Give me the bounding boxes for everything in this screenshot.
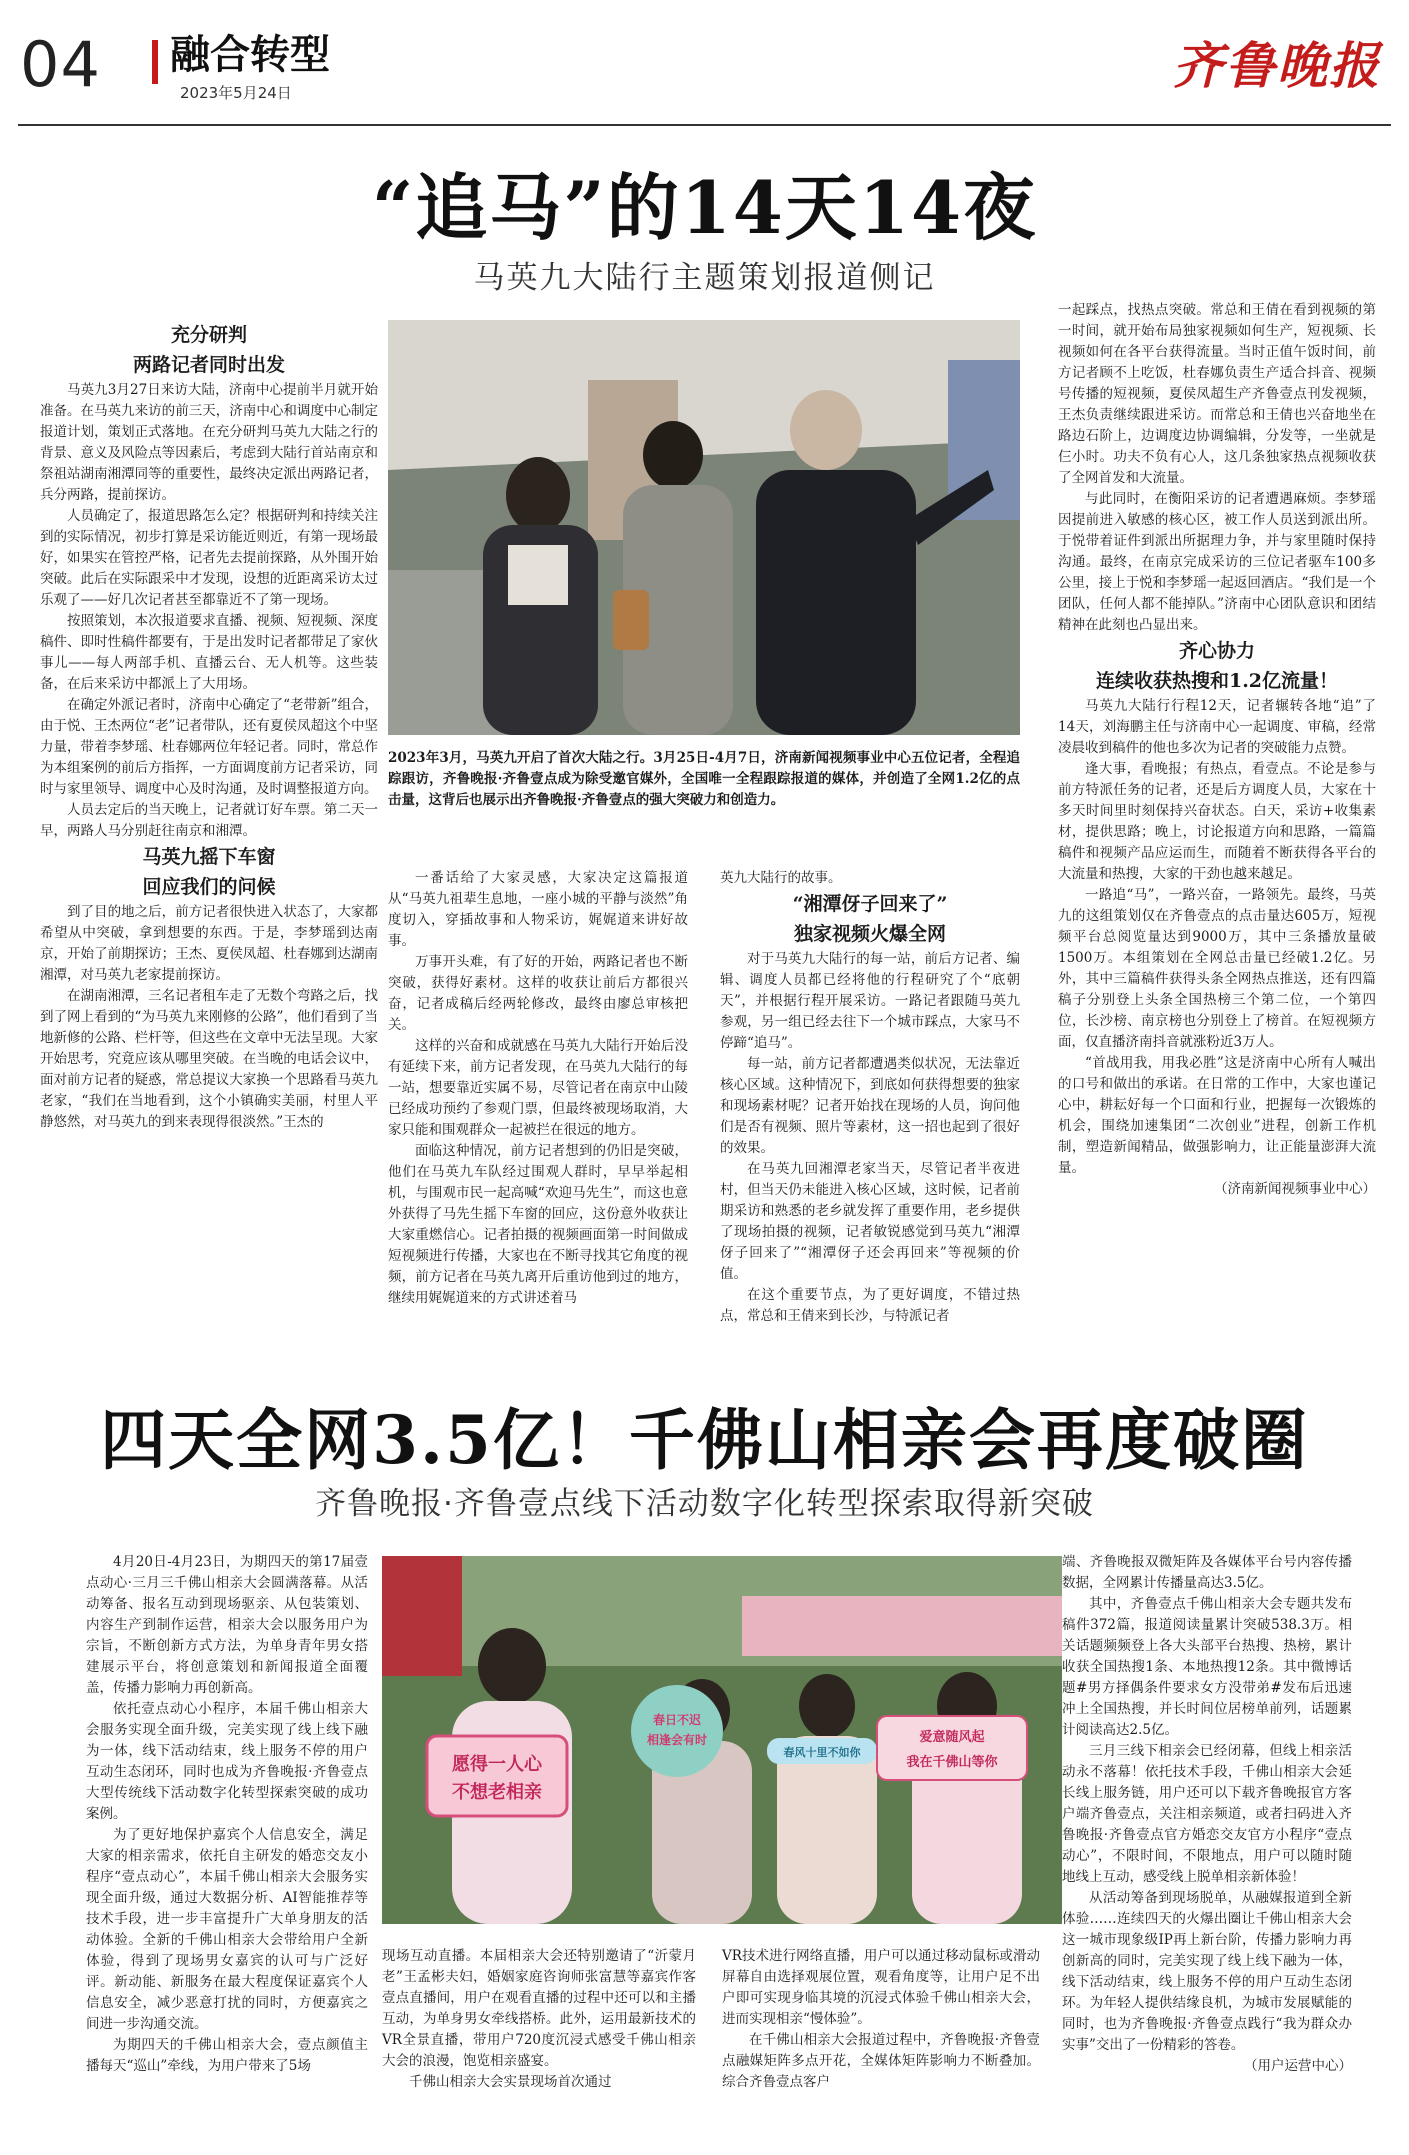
section-marker	[152, 40, 158, 84]
section-heading: 充分研判	[170, 324, 247, 346]
paragraph: 这样的兴奋和成就感在马英九大陆行开始后没有延续下来，前方记者发现，在马英九大陆行的每一站，想要靠近实属不易，尽管记者在南京中山陵已经成功预约了参观门票，但最终被现场取消，大家只能和围观群众一起被拦在很远的地方。	[388, 1038, 688, 1138]
section-heading: 连续收获热搜和1.2亿流量！	[1095, 670, 1339, 692]
paragraph: 4月20日-4月23日，为期四天的第17届壹点动心·三月三千佛山相亲大会圆满落幕。从活动筹备、报名互动到现场驱亲、从包装策划、内容生产到制作运营，相亲大会以服务用户为宗旨，不断创新方式方法，为单身青年男女搭建展示平台，将创意策划和新闻报道全面覆盖，传播力影响力再创新高。	[86, 1554, 368, 1696]
photo-sign: 愿得一人心	[452, 1754, 542, 1775]
section-heading: 齐心协力	[1178, 640, 1255, 662]
article2-column-3	[722, 1946, 1040, 2093]
paragraph: 万事开头难，有了好的开始，两路记者也不断突破，获得好素材。这样的收获让前后方都很兴奋，记者成稿后经两轮修改，最终由廖总审核把关。	[388, 954, 688, 1033]
article1-subtitle: 马英九大陆行主题策划报道侧记	[473, 260, 936, 296]
photo-sign: 我在千佛山等你	[906, 1755, 998, 1770]
paragraph: 对于马英九大陆行的每一站，前后方记者、编辑、调度人员都已经将他的行程研究了个“底朝天”，并根据行程开展采访。一路记者跟随马英九参观，另一组已经去往下一个城市踩点，大家马不停蹄“追马”。	[720, 951, 1020, 1051]
article1-column-1	[40, 320, 378, 1133]
paragraph: 端、齐鲁晚报双微矩阵及各媒体平台号内容传播数据，全网累计传播量高达3.5亿。	[1062, 1554, 1352, 1591]
paragraph: 按照策划，本次报道要求直播、视频、短视频、深度稿件、即时性稿件都要有，于是出发时记者都带足了家伙事儿——每人两部手机、直播云台、无人机等。这些装备，在后来采访中都派上了大用场。	[40, 613, 378, 692]
header-rule	[18, 124, 1391, 126]
byline: （济南新闻视频事业中心）	[1214, 1181, 1376, 1197]
paragraph: 千佛山相亲大会实景现场首次通过	[409, 2074, 612, 2090]
article1-photo	[388, 320, 1020, 735]
byline: （用户运营中心）	[1244, 2058, 1352, 2074]
paragraph: 为了更好地保护嘉宾个人信息安全，满足大家的相亲需求，依托自主研发的婚恋交友小程序“壹点动心”，本届千佛山相亲大会服务实现全面升级，通过大数据分析、AI智能推荐等技术手段，进一步丰富提升广大单身朋友的活动体验。全新的千佛山相亲大会带给用户全新体验，得到了现场男女嘉宾的认可与广泛好评。新动能、新服务在最大程度保证嘉宾个人信息安全，减少恶意打扰的同时，方便嘉宾之间进一步沟通交流。	[86, 1827, 368, 2032]
paragraph: 一番话给了大家灵感，大家决定这篇报道从“马英九祖辈生息地，一座小城的平静与淡然”角度切入，穿插故事和人物采访，娓娓道来讲好故事。	[388, 870, 688, 949]
paragraph: 从活动筹备到现场脱单，从融媒报道到全新体验……连续四天的火爆出圈让千佛山相亲大会这一城市现象级IP再上新台阶，传播力影响力再创新高的同时，完美实现了线上线下融为一体，线下活动结束，线上服务不停的用户互动生态闭环。为年轻人提供结缘良机，为城市发展赋能的同时，也为齐鲁晚报·齐鲁壹点践行“我为群众办实事”交出了一份精彩的答卷。	[1062, 1890, 1352, 2053]
photo-sign: 爱意随风起	[919, 1730, 985, 1745]
photo-sign: 相逢会有时	[646, 1733, 708, 1747]
article1-column-2	[388, 868, 688, 1309]
paragraph: 与此同时，在衡阳采访的记者遭遇麻烦。李梦瑶因提前进入敏感的核心区，被工作人员送到派出所。于悦带着证件到派出所据理力争，并与家里随时保持沟通。最终，在南京完成采访的三位记者驱车100多公里，接上于悦和李梦瑶一起返回酒店。“我们是一个团队，任何人都不能掉队。”济南中心团队意识和团结精神在此刻也凸显出来。	[1058, 491, 1376, 633]
section-heading: “湘潭伢子回来了”	[792, 893, 948, 915]
paragraph: VR技术进行网络直播，用户可以通过移动鼠标或滑动屏幕自由选择观展位置，观看角度等，让用户足不出户即可实现身临其境的沉浸式体验千佛山相亲大会，进而实现相亲“慢体验”。	[722, 1948, 1040, 2027]
paragraph: 在湖南湘潭，三名记者租车走了无数个弯路之后，找到了网上看到的“为马英九来刚修的公路”，他们看到了当地新修的公路、栏杆等，但这些在文章中无法呈现。大家开始思考，究竟应该从哪里突破。在当晚的电话会议中，面对前方记者的疑惑，常总提议大家换一个思路看马英九老家，“我们在当地看到，这个小镇确实美丽，村里人平静悠然，对马英九的到来表现得很淡然。”王杰的	[40, 988, 378, 1130]
article2-column-2	[382, 1946, 696, 2093]
paragraph: 在确定外派记者时，济南中心确定了“老带新”组合，由于悦、王杰两位“老”记者带队，还有夏侯凤超这个中坚力量，带着李梦瑶、杜春娜两位年轻记者。同时，常总作为本组案例的前后方指挥，一方面调度前方记者采访，同时与家里领导、调度中心及时沟通，及时调整报道方向。	[40, 697, 378, 797]
section-heading: 独家视频火爆全网	[793, 923, 946, 945]
paragraph: 其中，齐鲁壹点千佛山相亲大会专题共发布稿件372篇，报道阅读量累计突破538.3万。相关话题频频登上各大头部平台热搜、热榜，累计收获全国热搜1条、本地热搜12条。其中微博话题#男方择偶条件要求女方没带弟#发布后迅速冲上全国热搜，并长时间位居榜单前列，话题累计阅读高达2.5亿。	[1062, 1596, 1352, 1738]
paragraph: 面临这种情况，前方记者想到的仍旧是突破，他们在马英九车队经过围观人群时，早早举起相机，与围观市民一起高喊“欢迎马先生”，而这也意外获得了马先生摇下车窗的回应，这份意外收获让大家重燃信心。记者拍摄的视频画面第一时间做成短视频进行传播，大家也在不断寻找其它角度的视频，前方记者在马英九离开后重访他到过的地方，继续用娓娓道来的方式讲述着马	[388, 1143, 688, 1306]
paragraph: 马英九大陆行行程12天，记者辗转各地“追”了14天，刘海鹏主任与济南中心一起调度、审稿，经常凌晨收到稿件的他也多次为记者的突破能力点赞。	[1058, 698, 1376, 756]
article1-column-4	[1058, 300, 1376, 1200]
article2-photo	[382, 1556, 1062, 1924]
article2-title: 四天全网3.5亿！千佛山相亲会再度破圈	[100, 1401, 1309, 1479]
newspaper-logo: 齐鲁晚报	[1173, 36, 1381, 95]
interview-photo-illustration	[388, 320, 1020, 735]
issue-date: 2023年5月24日	[180, 84, 292, 102]
section-title: 融合转型	[170, 32, 330, 78]
paragraph: 英九大陆行的故事。	[720, 870, 842, 886]
paragraph: 为期四天的千佛山相亲大会，壹点颜值主播每天“巡山”牵线，为用户带来了5场	[86, 2037, 368, 2074]
paragraph: 在千佛山相亲大会报道过程中，齐鲁晚报·齐鲁壹点融媒矩阵多点开花，全媒体矩阵影响力不断叠加。综合齐鲁壹点客户	[722, 2032, 1040, 2090]
photo-sign: 春日不迟	[652, 1713, 702, 1727]
section-heading: 两路记者同时出发	[132, 354, 285, 376]
section-heading: 马英九摇下车窗	[142, 846, 276, 868]
paragraph: 一起踩点，找热点突破。常总和王倩在看到视频的第一时间，就开始布局独家视频如何生产，短视频、长视频如何在各平台获得流量。当时正值午饭时间，前方记者顾不上吃饭，杜春娜负责生产适合抖音、视频号传播的短视频，夏侯凤超生产齐鲁壹点刊发视频，王杰负责继续跟进采访。而常总和王倩也兴奋地坐在路边石阶上，边调度边协调编辑，分发等，一坐就是仨小时。功夫不负有心人，这几条独家热点视频收获了全网首发和大流量。	[1058, 302, 1376, 486]
page-number: 04	[20, 28, 101, 101]
paragraph: 马英九3月27日来访大陆，济南中心提前半月就开始准备。在马英九来访的前三天，济南中心和调度中心制定报道计划，策划正式落地。在充分研判马英九大陆之行的背景、意义及风险点等因素后，考虑到大陆行首站南京和祭祖站湖南湘潭同等的重要性，最终决定派出两路记者，兵分两路，提前探访。	[40, 382, 378, 503]
article2-subtitle: 齐鲁晚报·齐鲁壹点线下活动数字化转型探索取得新突破	[315, 1486, 1094, 1522]
paragraph: 逢大事，看晚报；有热点，看壹点。不论是参与前方特派任务的记者，还是后方调度人员，大家在十多天时间里时刻保持兴奋状态。白天，采访+收集素材，提供思路；晚上，讨论报道方向和思路，一篇篇稿件和视频产品应运而生，而随着不断获得各平台的大流量和热搜，大家的干劲也越来越足。	[1058, 761, 1376, 882]
paragraph: 在马英九回湘潭老家当天，尽管记者半夜进村，但当天仍未能进入核心区域，这时候，记者前期采访和熟悉的老乡就发挥了重要作用，老乡提供了现场拍摄的视频，记者敏锐感觉到马英九“湘潭伢子回来了”“湘潭伢子还会再回来”等视频的价值。	[720, 1161, 1020, 1282]
paragraph: “首战用我，用我必胜”这是济南中心所有人喊出的口号和做出的承诺。在日常的工作中，大家也谨记心中，耕耘好每一个口面和行业，把握每一次锻炼的机会，围绕加速集团“二次创业”进程，创新工作机制，塑造新闻精品，做强影响力，让正能量澎湃大流量。	[1058, 1055, 1376, 1176]
paragraph: 到了目的地之后，前方记者很快进入状态了，大家都希望从中突破，拿到想要的东西。于是，李梦瑶到达南京，开始了前期探访；王杰、夏侯凤超、杜春娜到达湖南湘潭，对马英九老家提前探访。	[40, 904, 378, 983]
article2-column-1	[86, 1552, 368, 2077]
paragraph: 依托壹点动心小程序，本届千佛山相亲大会服务实现全面升级，完美实现了线上线下融为一体，线下活动结束，线上服务不停的用户互动生态闭环，同时也成为齐鲁晚报·齐鲁壹点大型传统线下活动数字化转型探索突破的成功案例。	[86, 1701, 368, 1822]
paragraph: 每一站，前方记者都遭遇类似状况，无法靠近核心区域。这种情况下，到底如何获得想要的独家和现场素材呢？记者开始找在现场的人员，询问他们是否有视频、照片等素材，这一招也起到了很好的效果。	[720, 1056, 1020, 1156]
photo-sign: 不想老相亲	[452, 1782, 542, 1803]
paragraph: 人员去定后的当天晚上，记者就订好车票。第二天一早，两路人马分别赶往南京和湘潭。	[40, 802, 378, 839]
article1-column-3	[720, 868, 1020, 1327]
section-heading: 回应我们的问候	[142, 876, 276, 898]
photo-sign: 春风十里不如你	[783, 1746, 861, 1759]
matchmaking-photo-illustration	[382, 1556, 1062, 1924]
photo-caption: 2023年3月，马英九开启了首次大陆之行。3月25日-4月7日，济南新闻视频事业中心五位记者，全程追踪跟访，齐鲁晚报·齐鲁壹点成为除受邀官媒外，全国唯一全程跟踪报道的媒体，并创造了全网1.2亿的点击量，这背后也展示出齐鲁晚报·齐鲁壹点的强大突破力和创造力。	[388, 750, 1020, 808]
paragraph: 三月三线下相亲会已经闭幕，但线上相亲活动永不落幕！依托技术手段，千佛山相亲大会延长线上服务链，用户还可以下载齐鲁晚报官方客户端齐鲁壹点，关注相亲频道，或者扫码进入齐鲁晚报·齐鲁壹点官方婚恋交友官方小程序“壹点动心”，不限时间，不限地点，用户可以随时随地线上互动，感受线上脱单相亲新体验！	[1062, 1743, 1352, 1885]
article2-column-4	[1062, 1552, 1352, 2077]
paragraph: 现场互动直播。本届相亲大会还特别邀请了“沂蒙月老”王孟彬夫妇，婚姻家庭咨询师张富慧等嘉宾作客壹点直播间，用户在观看直播的过程中还可以和主播互动，为单身男女牵线搭桥。此外，运用最新技术的VR全景直播，带用户720度沉浸式感受千佛山相亲大会的浪漫，饱览相亲盛宴。	[382, 1948, 696, 2069]
article1-title: “追马”的14天14夜	[371, 165, 1038, 250]
paragraph: 在这个重要节点，为了更好调度，不错过热点，常总和王倩来到长沙，与特派记者	[720, 1287, 1020, 1324]
paragraph: 一路追“马”，一路兴奋，一路领先。最终，马英九的这组策划仅在齐鲁壹点的点击量达605万，短视频平台总阅览量达到9000万，其中三条播放量破1500万。本组策划在全网总击量已经破1.2亿。另外，其中三篇稿件获得头条全网热点推送，还有四篇稿子分别登上头条全国热榜三个第二位，一个第四位，长沙榜、南京榜也分别登上了榜首。在短视频方面，仅直播济南抖音就涨粉近3万人。	[1058, 887, 1376, 1050]
paragraph: 人员确定了，报道思路怎么定？根据研判和持续关注到的实际情况，初步打算是采访能近则近，有第一现场最好，如果实在管控严格，记者先去提前探路，从外围开始突破。此后在实际跟采中才发现，设想的近距离采访太过乐观了——好几次记者甚至都靠近不了第一现场。	[40, 508, 378, 608]
